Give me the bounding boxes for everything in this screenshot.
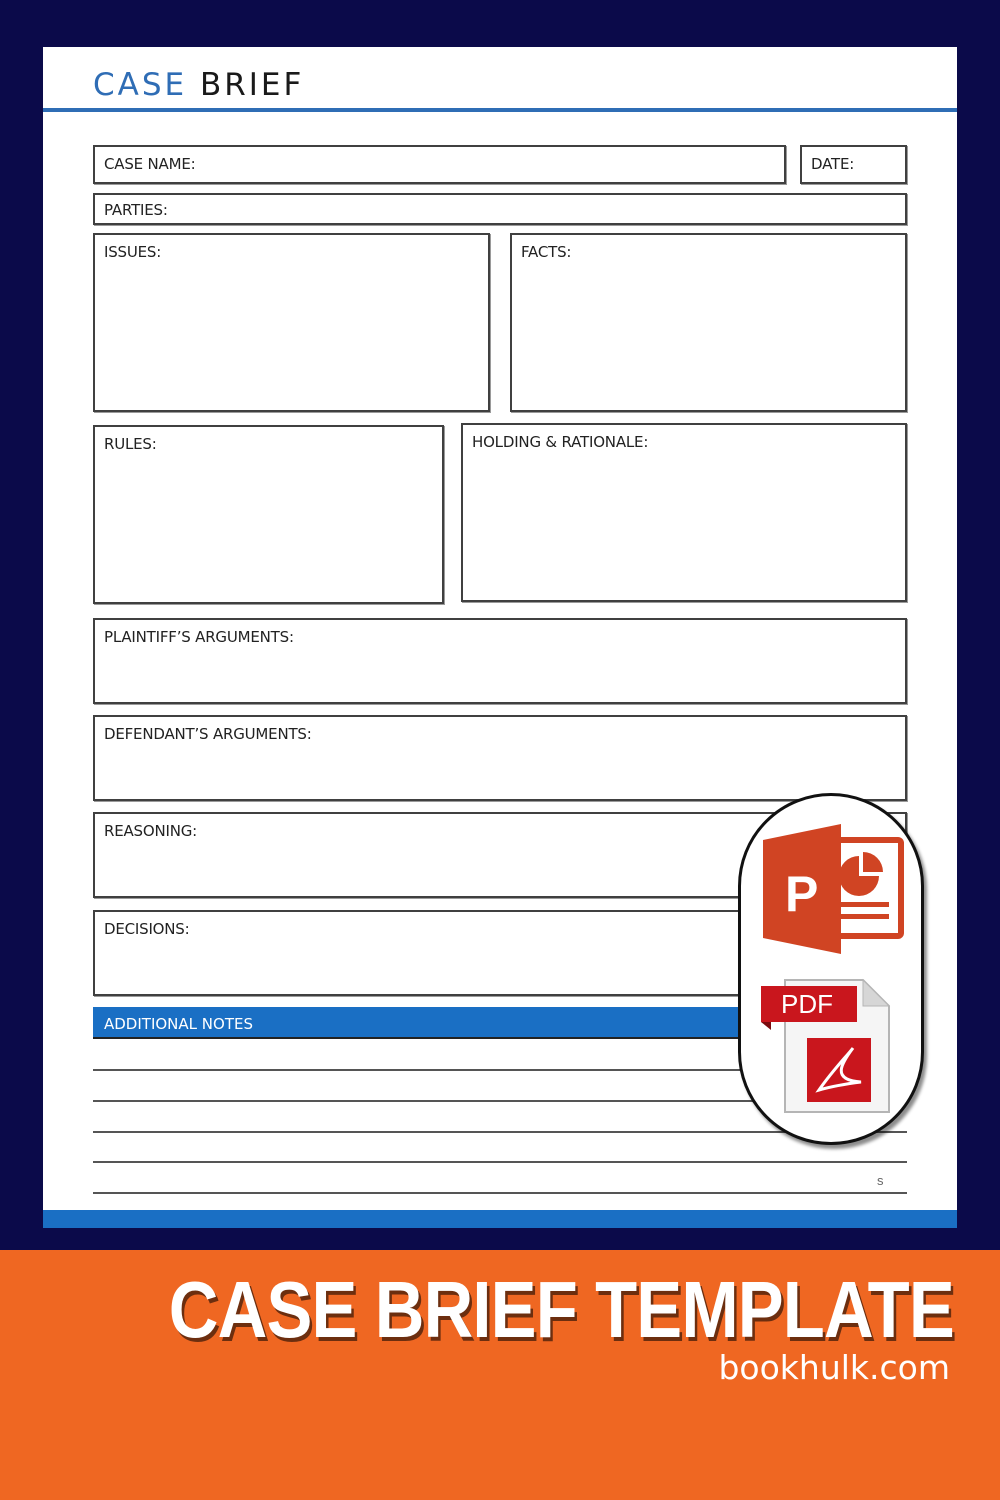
page-title: [93, 67, 304, 103]
additional-notes-label: ADDITIONAL NOTES: [104, 1015, 253, 1033]
facts-label: FACTS:: [521, 243, 572, 261]
defendant-arguments-label: DEFENDANT’S ARGUMENTS:: [104, 725, 312, 743]
holding-field[interactable]: [461, 423, 907, 602]
title-divider: [43, 108, 957, 112]
powerpoint-icon: [741, 806, 921, 976]
case-name-field[interactable]: [93, 145, 786, 184]
parties-field[interactable]: [93, 193, 907, 225]
banner-title: CASE BRIEF TEMPLATE: [168, 1265, 954, 1354]
rules-label: RULES:: [104, 435, 157, 453]
defendant-arguments-field[interactable]: [93, 715, 907, 801]
date-field[interactable]: [800, 145, 907, 184]
footer-divider: [43, 1210, 957, 1228]
case-name-label: CASE NAME:: [104, 155, 196, 173]
parties-label: PARTIES:: [104, 201, 168, 219]
format-badge-pill: [738, 793, 924, 1145]
holding-label: HOLDING & RATIONALE:: [472, 433, 649, 451]
notes-line[interactable]: [93, 1192, 907, 1194]
pdf-icon: [741, 974, 921, 1134]
decisions-label: DECISIONS:: [104, 920, 190, 938]
page-mark: s: [877, 1173, 884, 1188]
reasoning-label: REASONING:: [104, 822, 198, 840]
plaintiff-arguments-label: PLAINTIFF’S ARGUMENTS:: [104, 628, 294, 646]
facts-field[interactable]: [510, 233, 907, 412]
notes-line[interactable]: [93, 1161, 907, 1163]
banner-site-link[interactable]: bookhulk.com: [718, 1348, 950, 1387]
pdf-label: PDF: [781, 989, 833, 1019]
issues-field[interactable]: [93, 233, 490, 412]
rules-field[interactable]: [93, 425, 444, 604]
issues-label: ISSUES:: [104, 243, 162, 261]
date-label: DATE:: [811, 155, 855, 173]
plaintiff-arguments-field[interactable]: [93, 618, 907, 704]
bottom-banner: [0, 1250, 1000, 1500]
title-word-brief: BRIEF: [199, 67, 305, 103]
title-word-case: CASE: [93, 67, 188, 103]
ppt-letter: P: [785, 866, 819, 922]
